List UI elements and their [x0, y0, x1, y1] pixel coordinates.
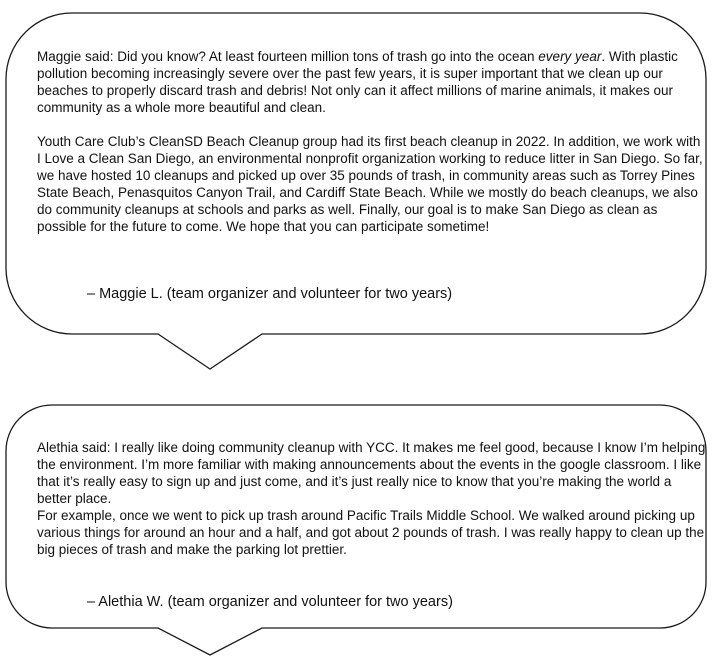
- emphasis-text: every year: [538, 49, 602, 64]
- testimonial-paragraph: [37, 48, 707, 116]
- testimonial-alethia: [37, 439, 707, 558]
- testimonial-paragraph: For example, once we went to pick up trash around Pacific Trails Middle School. We walked around picking up various things for around an hour and a half, and got about 2 pounds of trash. I was really happy to clean up the big pieces of trash and make the parking lot prettier.: [37, 508, 705, 557]
- testimonial-maggie: [37, 48, 707, 235]
- testimonial-text: Maggie said: Did you know? At least fourteen million tons of trash go into the ocean: [37, 49, 539, 64]
- testimonial-text: . With plastic pollution becoming increasingly severe over the past few years, it is super important that we clean up our beaches to properly discard trash and debris! Not only can it affect millions of marine animals, it makes our community as a whole more beautiful and clean.: [37, 49, 678, 115]
- testimonial-paragraph: Alethia said: I really like doing community cleanup with YCC. It makes me feel good, because I know I’m helping the environment. I’m more familiar with making announcements about the events in the google classroom. I like that it’s really easy to sign up and just come, and it’s just really nice to know that you’re making the world a better place.: [37, 440, 706, 506]
- signature-alethia: – Alethia W. (team organizer and volunteer for two years): [87, 594, 453, 610]
- testimonial-paragraph: Youth Care Club’s CleanSD Beach Cleanup group had its first beach cleanup in 2022. In addition, we work with I Love a Clean San Diego, an environmental nonprofit organization working to reduce litter in San Diego. So far, we have hosted 10 cleanups and picked up over 35 pounds of trash, in community areas such as Torrey Pines State Beach, Penasquitos Canyon Trail, and Cardiff State Beach. While we mostly do beach cleanups, we also do community cleanups at schools and parks as well. Finally, our goal is to make San Diego as clean as possible for the future to come. We hope that you can participate sometime!: [37, 134, 703, 234]
- signature-maggie: – Maggie L. (team organizer and volunteer for two years): [87, 286, 453, 302]
